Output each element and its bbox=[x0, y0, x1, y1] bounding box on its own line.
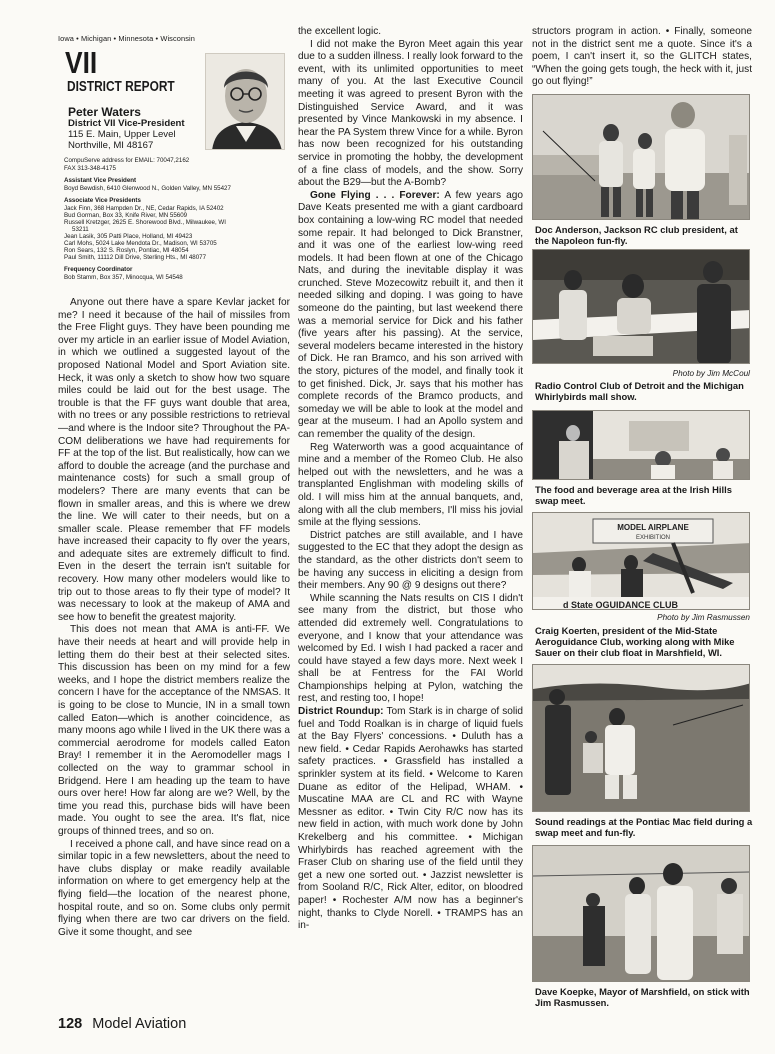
article-column-3-intro bbox=[532, 26, 752, 89]
photo-caption: Dave Koepke, Mayor of Marshfield, on stick with Jim Rasmussen. bbox=[535, 986, 750, 1008]
associate-vp: Carl Mohs, 5024 Lake Mendota Dr., Madison, WI 53705 bbox=[64, 240, 217, 247]
float-sign-subtext: EXHIBITION bbox=[635, 535, 671, 541]
photo-caption: The food and beverage area at the Irish Hills swap meet. bbox=[535, 484, 732, 506]
page-number: 128 bbox=[58, 1016, 83, 1032]
email-line: CompuServe address for EMAIL: 70047,2162 bbox=[64, 157, 190, 164]
photo-irish-hills-swap-meet bbox=[532, 410, 750, 480]
paragraph: I received a phone call, and have since read on a similar topic in a few newsletters, about the need to have clubs display or make readily available information on where to get emergency help at the flying field—the location of the nearest phone, hospital route, and so on. Some clubs only permit flying when there are two car drivers on the field. Give it some thought, and see bbox=[58, 838, 290, 938]
photo-caption: Doc Anderson, Jackson RC club president, at the Napoleon fun-fly. bbox=[535, 224, 738, 246]
paragraph: Reg Waterworth was a good acquaintance of mine and a member of the Romeo Club. He also helped out with the newsletters, and he was a transplanted Englishman with modeling skills of old. I will miss him at the annual banquets, and, along with all the club members, I'll miss his jovial smile at the flying sessions. bbox=[298, 441, 523, 529]
paragraph: A few years ago Dave Keats presented me with a giant cardboard box containing a low-wing RC model that needed some repair. It had belonged to Dick Branstner, and it was one of the earliest low-wing reed models. It had been flown at one of the Chicago Nats, and during the inevitable display it was crunched. Steve Mozecowitz rebuilt it, and then it needed silking and doping. I was going to have someone do the painting, but last weekend there was a memorial service for Dick and his father (five years after his passing). At the service, several modelers became interested in the history of Dick. He ran Bramco, and his son arrived with the story, pictures of the model, and finally took it to get finished. Dick, Jr. says that his mother has complete records of the Bramco products, and someday we will be able to look at the model and gear at the museum. I had an Apollo system and can remember the quality of the design. bbox=[298, 189, 524, 440]
photo-caption: Radio Control Club of Detroit and the Michigan Whirlybirds mall show. bbox=[535, 380, 744, 402]
subhead-gone-flying: Gone Flying . . . Forever: bbox=[310, 189, 440, 201]
vice-president-name: Peter Waters bbox=[68, 105, 141, 119]
vice-president-address-line2: Northville, MI 48167 bbox=[68, 140, 154, 151]
assistant-vp: Boyd Bewdish, 6410 Glenwood N., Golden Valley, MN 55427 bbox=[64, 185, 231, 192]
photo-credit: Photo by Jim Rasmussen bbox=[657, 613, 750, 622]
photo-caption: Sound readings at the Pontiac Mac field during a swap meet and fun-fly. bbox=[535, 816, 753, 838]
paragraph: While scanning the Nats results on CIS I didn't see many from the district, but those who attended did extremely well. Congratulations to everyone, and I know that your attendance was welcomed by Ed. I wish I had packed a racer and could have stayed a few days more. Next week I shall be at Fentress for the FAI World Championships helping at Pylon, watching the rest, and resting too, I hope! bbox=[298, 592, 523, 705]
vice-president-title: District VII Vice-President bbox=[68, 118, 185, 129]
frequency-coordinator-label: Frequency Coordinator bbox=[64, 266, 133, 273]
page-footer bbox=[58, 1016, 186, 1032]
frequency-coordinator: Bob Stamm, Box 357, Minocqua, WI 54548 bbox=[64, 274, 183, 281]
vice-president-address-line1: 115 E. Main, Upper Level bbox=[68, 129, 176, 140]
vice-president-headshot bbox=[205, 53, 285, 150]
paragraph: Tom Stark is in charge of solid fuel and Todd Roalkan is in charge of liquid fuels at the Bay Flyers' concessions. • Duluth has a new field. • Cedar Rapids Aerohawks has started safety practices. • Grassfield has installed a sprinkler system at its field. • Welcome to Karen Duane as editor of the Helipad, WHAM. • Muscatine MAA are CL and RC with Wayne Messner as editor. • Twin City R/C now has its new field in action, with much work done by John Krekelberg and his committee. • Michigan Whirlybirds has reached agreement with the Fraser Club on sharing use of the field until they get a new one sorted out. • Jazzist newsletter is from Sooland R/C, Rick Alter, editor, on bloodred paper! • Rochester A/M now has a beginner's night, thanks to Clyde Norell. • TRAMPS has an in- bbox=[298, 706, 523, 932]
subhead-district-roundup: District Roundup: bbox=[298, 706, 384, 718]
photo-credit: Photo by Jim McCoul bbox=[672, 369, 750, 378]
associate-vp: Bud Gorman, Box 33, Knife River, MN 55609 bbox=[64, 212, 188, 219]
assistant-vp-label: Assistant Vice President bbox=[64, 177, 137, 184]
photo-napoleon-fun-fly bbox=[532, 94, 750, 220]
fax-line: FAX 313-348-4175 bbox=[64, 165, 116, 172]
associate-vp: Jean Lasik, 305 Patti Place, Holland, MI 49423 bbox=[64, 233, 193, 240]
section-title: DISTRICT REPORT bbox=[67, 79, 175, 95]
district-states: Iowa • Michigan • Minnesota • Wisconsin bbox=[58, 34, 195, 43]
article-column-2 bbox=[298, 26, 523, 933]
magazine-name: Model Aviation bbox=[92, 1016, 187, 1032]
float-banner-text: d State OGUIDANCE CLUB bbox=[563, 600, 679, 610]
associate-vp: Jack Finn, 368 Hampden Dr., NE, Cedar Rapids, IA 52402 bbox=[64, 205, 224, 212]
district-numeral: VII bbox=[65, 45, 98, 80]
photo-club-float bbox=[532, 512, 750, 610]
associate-vp: Paul Smith, 11112 Dill Drive, Sterling Hts., MI 48077 bbox=[64, 254, 207, 261]
paragraph: District patches are still available, and I have suggested to the EC that they adopt the design as the standard, as the other districts don't seem to be having any success in eliciting a design from their members. Any 90 @ 9 designs out there? bbox=[298, 529, 523, 592]
associate-vps-label: Associate Vice Presidents bbox=[64, 197, 141, 204]
article-column-1 bbox=[58, 297, 290, 939]
photo-mayor-marshfield bbox=[532, 845, 750, 982]
float-sign-text: MODEL AIRPLANE bbox=[617, 523, 689, 532]
photo-caption: Craig Koerten, president of the Mid-State Aeroguidance Club, working along with Mike Sauer on their club float in Marshfield, WI. bbox=[535, 625, 735, 658]
paragraph: I did not make the Byron Meet again this year due to a sudden illness. I really look forward to the event, with its unlimited opportunities to meet many of you. At the last Executive Council meeting it was agreed to present Byron with the Distinguished Service Award, and it was presented by Vince Mankowski in my absence. I hear the PA System threw Vince for a while. Byron has now been recognized for his outstanding service in promoting the hobby, the development of a fine class of models, and the show. Sorry about the B29—but the A-Bomb? bbox=[298, 38, 523, 189]
paragraph: Anyone out there have a spare Kevlar jacket for me? I need it because of the hail of missiles from the Free Flight guys. They have been pounding me over my article in an earlier issue of Model Aviation, in which we outlined a suggested layout of the proposed National Model and Sport Aviation site. Heck, it was only a sketch to show how two square miles could be laid out for the best usage. The trouble is that the FF guys want double that area, with no trees or any possible restrictions to retrieval—and where is the Indoor site? Throughout the PA-COM deliberations we have had requirements for FF at the top of the list. But realistically, how can we afford to double the acreage (and the purchase and maintenance costs) for such a small group of modelers? There are many events that can be flown in smaller areas, and this is where we drew the line. We will cater to their needs, but on a smaller scale. Please remember that FF models have increased their capacity to fly over the years, and adequate sites are extremely difficult to find. Even in the desert the terrain isn't suitable for recovery. How many other modelers would like to trip out to those areas to fly their type of model? It was necessary to look at the makeup of AMA and see how to benefit the greatest majority. bbox=[58, 297, 290, 623]
associate-vp: Russell Kretzger, 2625 E. Shorewood Blvd., Milwaukee, WI bbox=[64, 219, 226, 226]
associate-vp: Ron Sears, 132 S. Roslyn, Pontiac, MI 48054 bbox=[64, 247, 189, 254]
paragraph: This does not mean that AMA is anti-FF. We have their needs at heart and will provide help in letting them do their best at their selected sites. This discussion has been on my mind for a few weeks, and I hope the district members realize the concern I have for the acceptance of the NMSAS. It is going to be close to Muncie, IN in a small town called Eaton—which is another coincidence, as many moons ago while I lived in the UK there was a commercial aerodrome for models called Eaton Bray! I remember it in the Aeromodeller mags I collected on the way to grammar school in Bridgend. Here I am heading up the team to have ours over here! How far along are we? Well, by the time you read this, purchase bids will have been made. You ought to see the area. It's flat, nice groups of thinned trees, and so on. bbox=[58, 624, 290, 837]
paragraph: structors program in action. • Finally, someone not in the district sent me a quote. Since it's a poem, I can't insert it, so the GLITCH states, “When the going gets tough, the heck with it, just go out flying!” bbox=[532, 26, 752, 88]
photo-pontiac-sound-readings bbox=[532, 664, 750, 812]
paragraph: the excellent logic. bbox=[298, 26, 382, 37]
associate-vp: 53211 bbox=[72, 226, 89, 233]
photo-mall-show bbox=[532, 249, 750, 364]
